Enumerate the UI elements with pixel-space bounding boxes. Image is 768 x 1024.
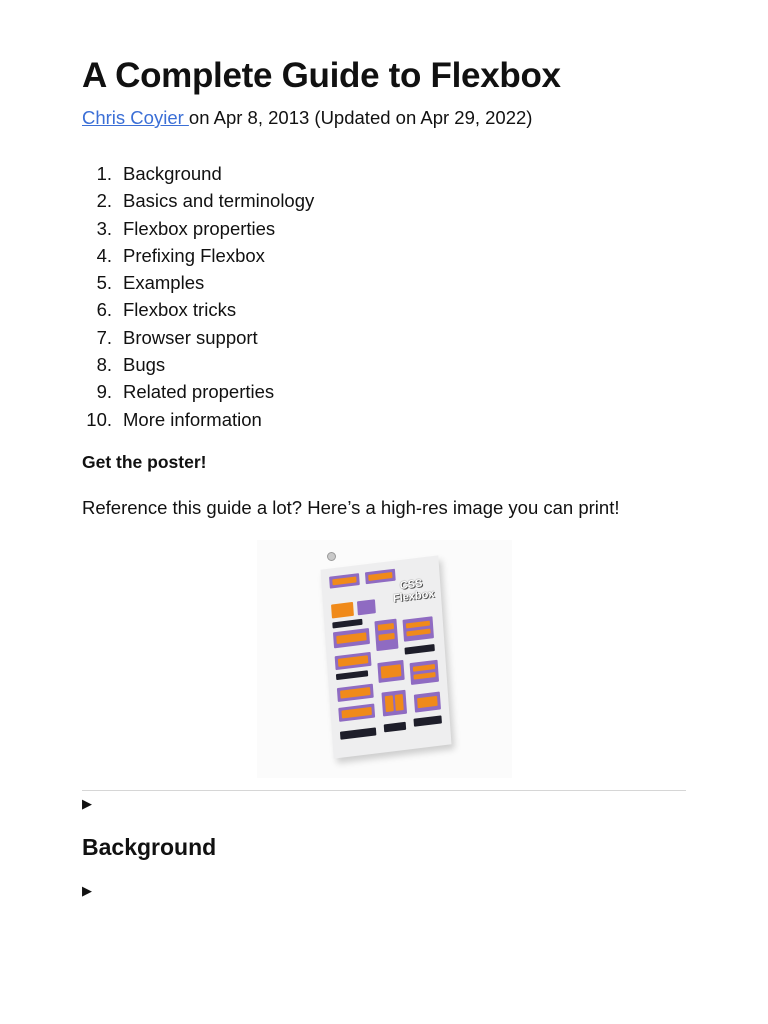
toc-label[interactable]: Flexbox tricks xyxy=(123,299,237,321)
poster-description: Reference this guide a lot? Here’s a high-res image you can print! xyxy=(82,497,620,518)
author-link[interactable]: Chris Coyier xyxy=(82,107,189,128)
toc-number: 2. xyxy=(96,190,112,212)
publish-date: on Apr 8, 2013 (Updated on Apr 29, 2022) xyxy=(188,107,533,128)
section-divider xyxy=(82,790,686,791)
poster-heading: Get the poster! xyxy=(82,452,207,472)
section-heading-background: Background xyxy=(82,834,217,860)
poster-block xyxy=(336,670,368,680)
toc-number: 3. xyxy=(96,217,112,239)
poster-block xyxy=(384,722,407,733)
page-title: A Complete Guide to Flexbox xyxy=(82,56,561,95)
toc-label[interactable]: More information xyxy=(123,408,262,430)
toc-item-basics[interactable] xyxy=(82,187,314,214)
toc-item-more-info[interactable] xyxy=(82,406,314,433)
poster-block xyxy=(357,599,376,615)
pin-icon xyxy=(327,552,336,561)
toc-item-examples[interactable] xyxy=(82,269,314,296)
toc-number: 10. xyxy=(86,408,112,430)
toc-label[interactable]: Bugs xyxy=(123,354,166,376)
toc-number: 6. xyxy=(96,299,112,321)
disclosure-triangle-icon[interactable]: ▶ xyxy=(82,883,92,898)
toc-number: 8. xyxy=(96,354,112,376)
poster-block xyxy=(331,602,354,619)
toc-label[interactable]: Examples xyxy=(123,272,205,294)
toc-item-bugs[interactable] xyxy=(82,351,314,378)
poster-title: CSS Flexbox xyxy=(392,577,435,605)
toc-item-prefixing[interactable] xyxy=(82,242,314,269)
disclosure-triangle-icon[interactable]: ▶ xyxy=(82,796,92,811)
toc-number: 7. xyxy=(96,326,112,348)
poster-block xyxy=(413,715,441,726)
toc-label[interactable]: Flexbox properties xyxy=(123,217,276,239)
toc-item-tricks[interactable] xyxy=(82,296,314,323)
toc-number: 1. xyxy=(96,163,112,184)
toc-number: 5. xyxy=(96,272,112,294)
toc-item-related[interactable] xyxy=(82,378,314,405)
poster-block xyxy=(340,727,376,739)
toc-number: 4. xyxy=(96,244,112,266)
poster-block xyxy=(381,664,402,678)
byline xyxy=(82,107,532,129)
poster-image[interactable] xyxy=(257,540,512,778)
toc-item-background[interactable] xyxy=(82,160,314,187)
table-of-contents xyxy=(82,160,314,433)
poster-block xyxy=(395,694,404,711)
toc-label[interactable]: Browser support xyxy=(123,326,258,348)
toc-item-browser-support[interactable] xyxy=(82,324,314,351)
toc-number: 9. xyxy=(96,381,112,403)
toc-item-properties[interactable] xyxy=(82,215,314,242)
poster-block xyxy=(385,695,394,712)
toc-label[interactable]: Prefixing Flexbox xyxy=(123,244,265,266)
toc-label[interactable]: Basics and terminology xyxy=(123,190,315,212)
flexbox-poster xyxy=(321,555,452,758)
toc-label[interactable]: Background xyxy=(123,163,222,184)
poster-block xyxy=(404,644,434,655)
poster-block xyxy=(332,619,362,629)
toc-label[interactable]: Related properties xyxy=(123,381,275,403)
